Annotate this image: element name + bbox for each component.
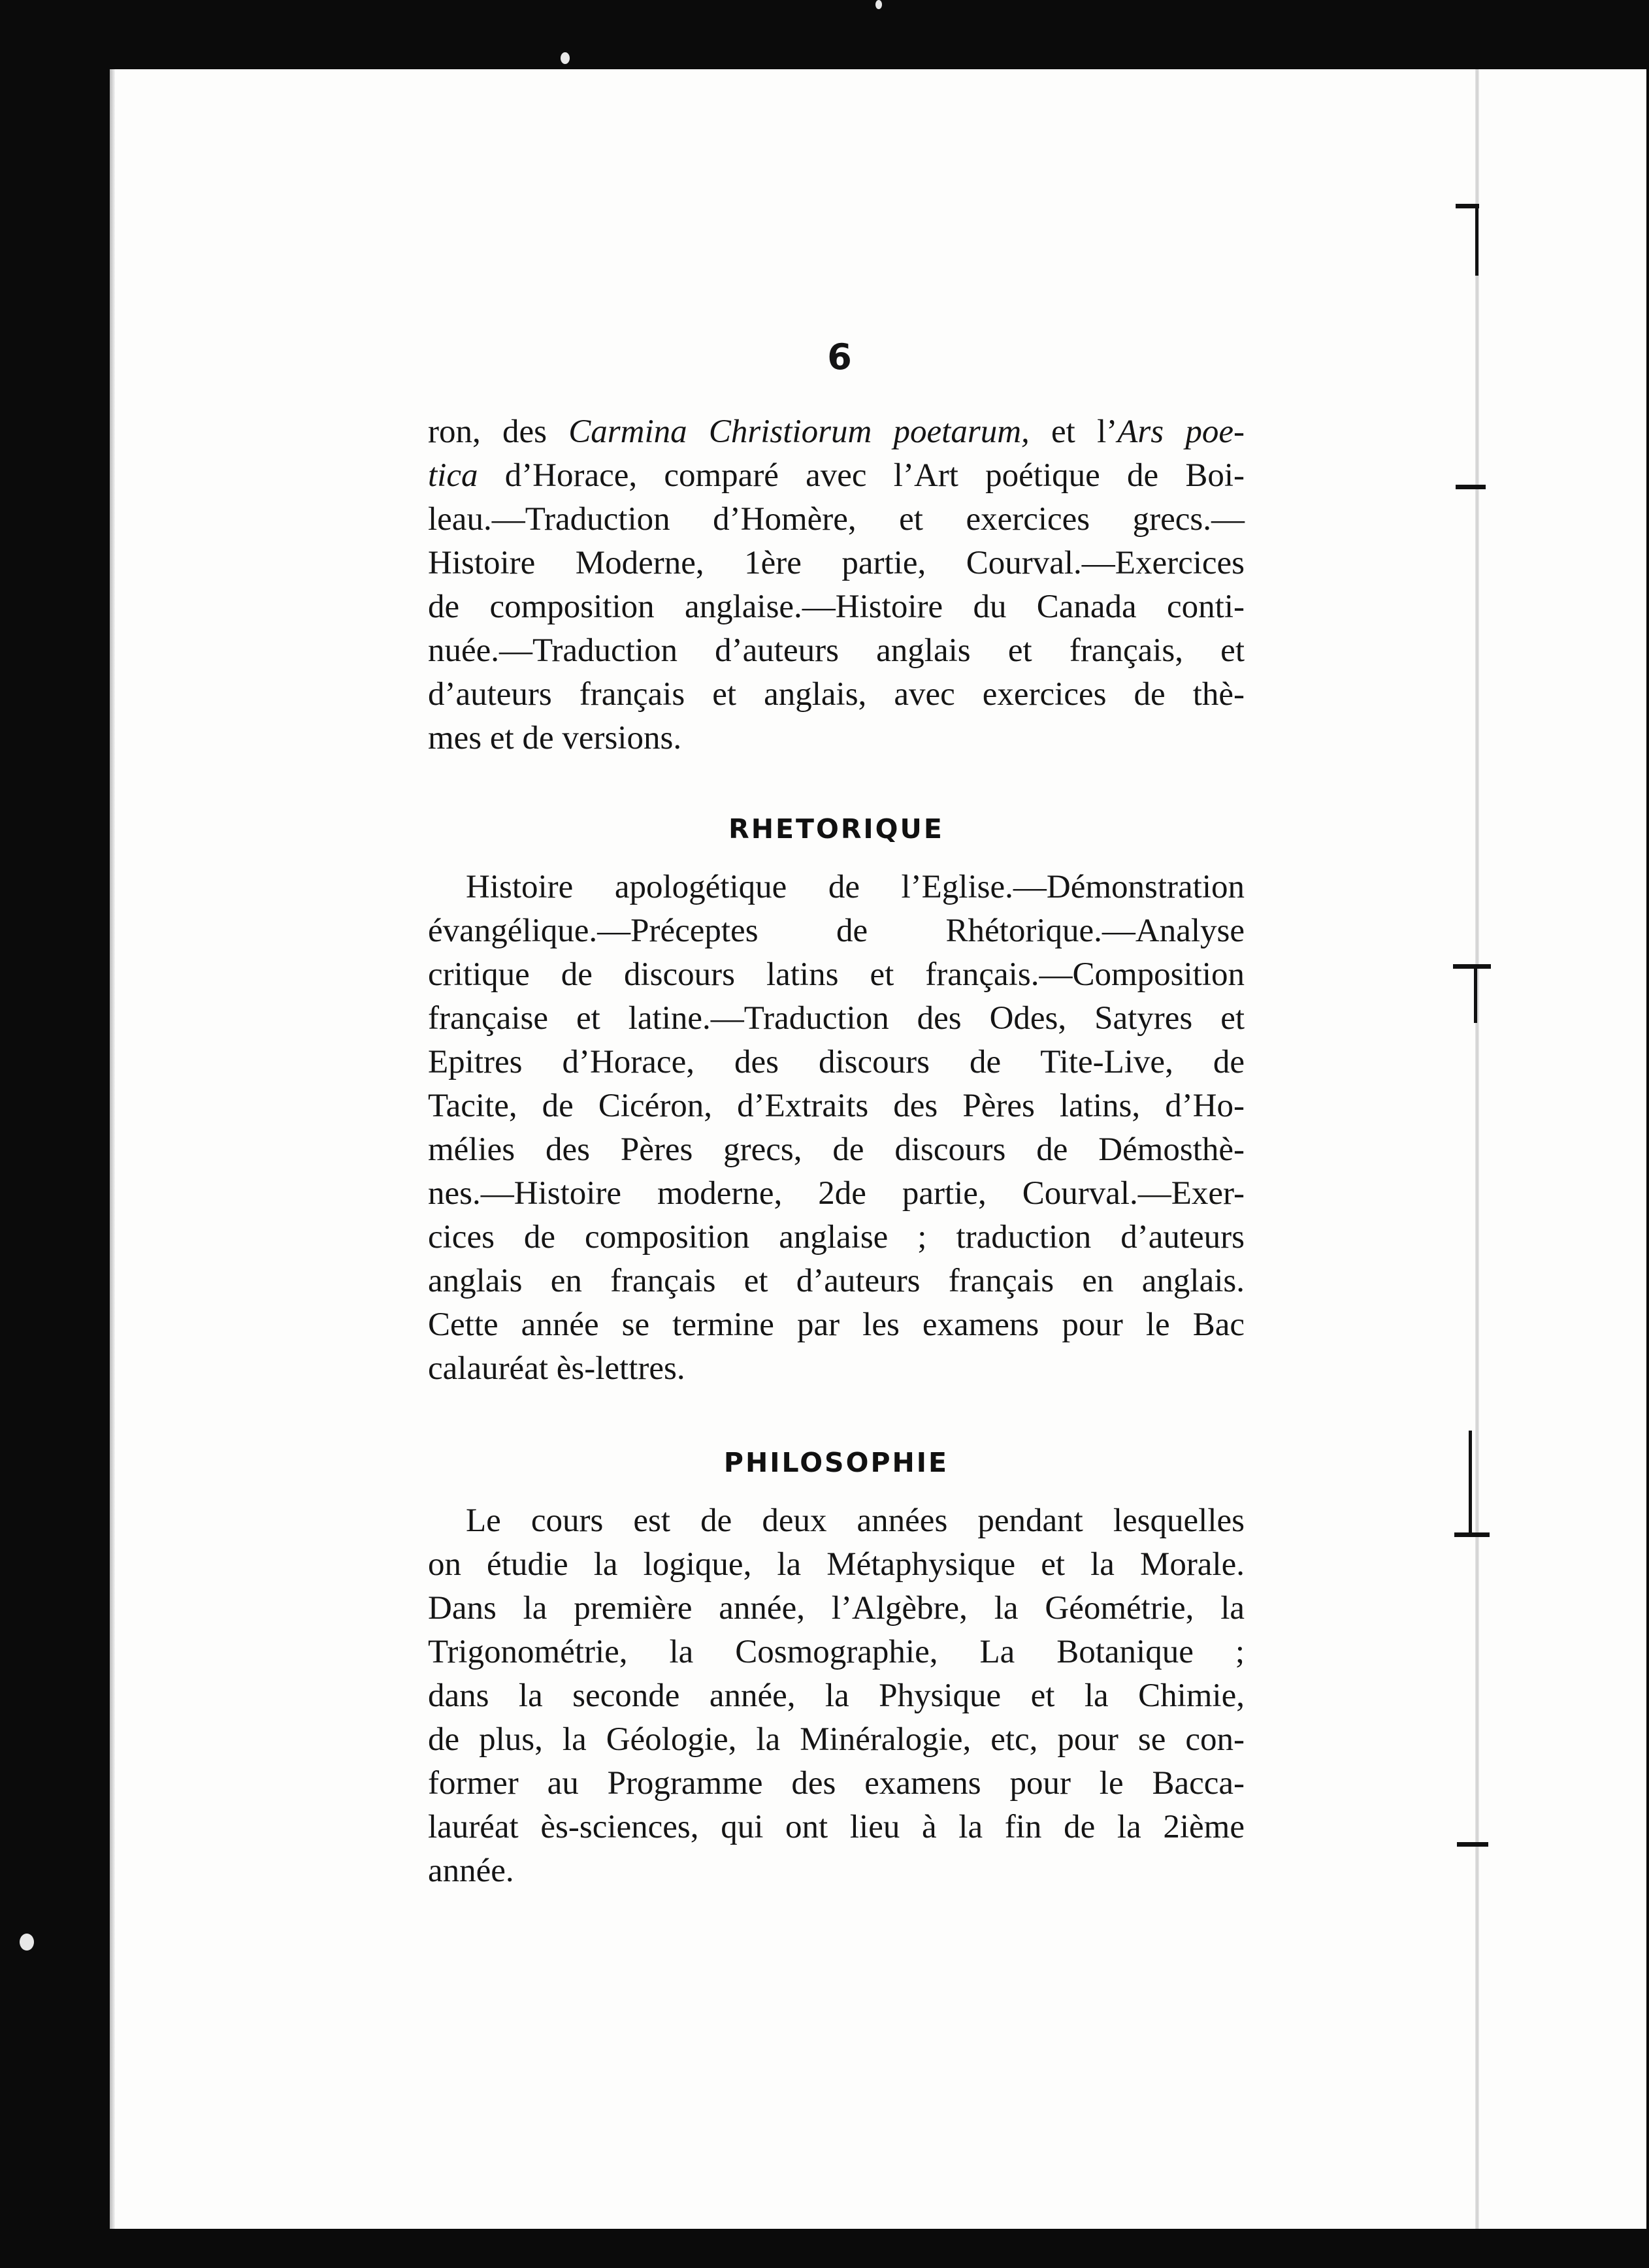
margin-mark-4-stem [1469,1431,1472,1535]
text-line: critique de discours latins et français.—Composition [428,956,1245,993]
scan-speck [875,0,882,9]
text-line: évangélique.—Préceptes de Rhétorique.—Analyse [428,913,1245,949]
text-line [428,410,1245,454]
text-line: de plus, la Géologie, la Minéralogie, etc, pour se con- [428,1721,1245,1758]
italic-title: Carmina Christiorum poetarum, [568,413,1030,450]
margin-mark-4 [1454,1532,1490,1537]
section-heading-philosophie: PHILOSOPHIE [723,1447,949,1478]
text-run: et l’ [1029,413,1118,450]
page-number: 6 [827,336,852,378]
section-heading-rhetorique: RHETORIQUE [728,813,944,845]
text-line: Tacite, de Cicéron, d’Extraits des Pères latins, d’Ho- [428,1088,1245,1124]
margin-mark-3-stem [1474,964,1477,1023]
text-line: calauréat ès-lettres. [428,1350,685,1387]
margin-mark-2 [1456,485,1486,489]
text-run: ron, des [428,413,569,450]
text-line: Dans la première année, l’Algèbre, la Géométrie, la [428,1590,1245,1627]
text-run: nuée.—Traduction d’auteurs anglais et français, et [428,632,1245,669]
rhetorique-paragraph [428,866,1245,1391]
text-run: Histoire Moderne, 1ère partie, Courval.—Exercices [428,545,1245,581]
scan-speck [20,1934,34,1951]
text-line [428,629,1245,673]
paper-left-edge [110,69,115,2229]
text-line [428,542,1245,585]
text-line: cices de composition anglaise ; traduction d’auteurs [428,1219,1245,1256]
text-run: mes et de versions. [428,720,682,756]
text-run: leau.—Traduction d’Homère, et exercices grecs.— [428,501,1245,538]
text-line [428,717,1245,760]
text-line: dans la seconde année, la Physique et la Chimie, [428,1677,1245,1714]
text-line [428,673,1245,717]
text-run: d’auteurs français et anglais, avec exercices de thè- [428,676,1245,713]
text-line: anglais en français et d’auteurs français en anglais. [428,1263,1245,1299]
text-line: Cette année se termine par les examens pour le Bac [428,1306,1245,1343]
margin-mark-1-stem [1475,204,1478,276]
text-line: Epitres d’Horace, des discours de Tite-Live, de [428,1044,1245,1080]
text-line: française et latine.—Traduction des Odes, Satyres et [428,1000,1245,1037]
text-line: mélies des Pères grecs, de discours de Démosthè- [428,1131,1245,1168]
text-line: année. [428,1853,514,1889]
text-line: nes.—Histoire moderne, 2de partie, Courval.—Exer- [428,1175,1245,1212]
margin-mark-3 [1453,964,1491,969]
philosophie-paragraph [428,1499,1245,1893]
text-line [428,454,1245,498]
scan-speck [561,52,570,64]
italic-title: Ars poe- [1117,413,1245,450]
paper-fold-line [1475,69,1479,2229]
italic-title: tica [428,457,478,494]
text-run: d’Horace, comparé avec l’Art poétique de Boi- [478,457,1245,494]
text-line [428,498,1245,542]
text-line: former au Programme des examens pour le Bacca- [428,1765,1245,1802]
text-line: Histoire apologétique de l’Eglise.—Démonstration [466,869,1245,905]
text-line: Le cours est de deux années pendant lesquelles [466,1502,1245,1539]
text-line [428,585,1245,629]
text-line: lauréat ès-sciences, qui ont lieu à la fin de la 2ième [428,1809,1245,1845]
margin-mark-5 [1457,1842,1488,1847]
text-run: de composition anglaise.—Histoire du Canada conti- [428,589,1245,625]
text-line: on étudie la logique, la Métaphysique et la Morale. [428,1546,1245,1583]
intro-paragraph [428,410,1245,760]
text-line: Trigonométrie, la Cosmographie, La Botanique ; [428,1634,1245,1670]
